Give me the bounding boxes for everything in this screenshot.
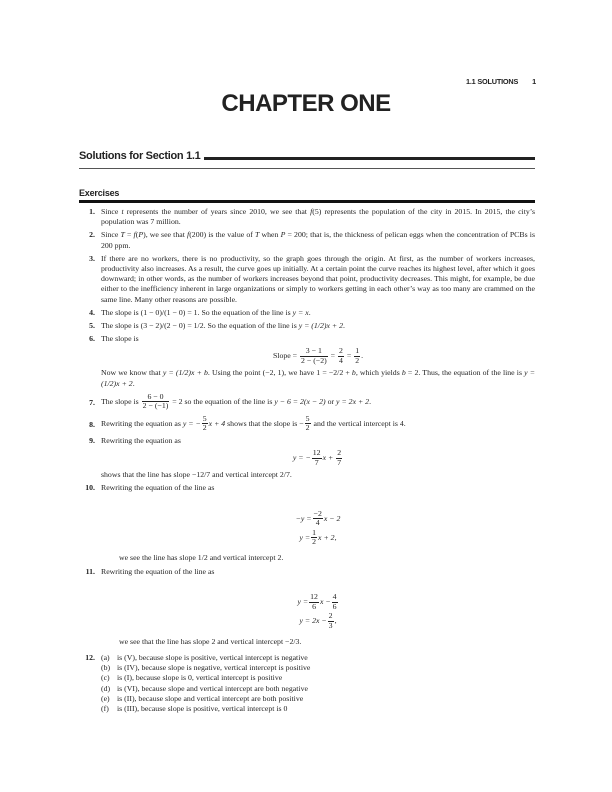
paragraph xyxy=(101,368,535,388)
text: when xyxy=(259,230,281,240)
solution-item-1 xyxy=(79,207,535,227)
text: is (VI), because slope and vertical intercept are both negative xyxy=(117,683,308,693)
math: x + xyxy=(322,452,336,462)
denominator: 2 − (−2) xyxy=(301,355,327,365)
text: shows that the line has slope −12/7 and vertical intercept 2/7. xyxy=(101,470,292,480)
fraction xyxy=(305,415,311,433)
fraction xyxy=(354,347,360,365)
math: y = 2x + 2 xyxy=(336,396,370,406)
slope-equation xyxy=(101,347,535,365)
denominator: 4 xyxy=(338,355,343,365)
fraction xyxy=(300,347,328,365)
solution-item-2 xyxy=(79,230,535,250)
numerator: 5 xyxy=(305,413,310,423)
numerator: 6 − 0 xyxy=(142,393,170,403)
math: x + 2, xyxy=(318,532,337,542)
item-number: 12. xyxy=(85,653,95,663)
numerator: 1 xyxy=(312,527,317,537)
sub-answer-list xyxy=(101,653,535,714)
subsection-title: Exercises xyxy=(79,188,120,198)
subsection-rule xyxy=(79,200,535,203)
denominator: 4 xyxy=(315,518,320,528)
item-number: 4. xyxy=(89,307,95,317)
math: y − 6 = 2(x − 2) xyxy=(274,396,326,406)
item-number: 3. xyxy=(89,253,95,263)
item-number: 2. xyxy=(89,230,95,240)
text: is (II), because slope and vertical intercept are both positive xyxy=(117,693,304,703)
sub-label: (e) xyxy=(101,693,110,703)
fraction xyxy=(313,510,323,528)
denominator: 6 xyxy=(312,601,316,611)
subsection-heading xyxy=(79,188,535,203)
denominator: 2 xyxy=(202,423,207,433)
math: t xyxy=(121,207,124,216)
math: b xyxy=(351,368,356,378)
text: , which yields xyxy=(355,368,402,378)
sub-answer xyxy=(101,663,535,673)
math: P xyxy=(138,230,144,240)
running-head xyxy=(400,77,536,86)
text: Rewriting the equation of the line as xyxy=(101,483,215,493)
math: b xyxy=(401,368,406,378)
equation-row xyxy=(299,528,336,547)
equation xyxy=(101,449,535,467)
fraction xyxy=(311,529,317,547)
sub-label: (d) xyxy=(101,683,111,693)
fraction xyxy=(332,593,338,611)
item-number: 6. xyxy=(89,334,95,344)
math: T xyxy=(255,230,260,240)
text: represents the number of years since 2010, we see that xyxy=(123,207,311,216)
math: y = xyxy=(297,597,309,607)
math: −y = xyxy=(295,513,312,523)
fraction xyxy=(309,593,319,611)
solution-item-4 xyxy=(79,308,535,318)
denominator: 2 − (−1) xyxy=(142,401,169,411)
text: is (V), because slope is positive, vertical intercept is negative xyxy=(117,653,308,663)
item-number: 9. xyxy=(89,435,95,445)
numerator: 2 xyxy=(338,346,343,356)
item-number: 11. xyxy=(85,566,95,576)
solutions-list xyxy=(79,207,535,717)
sub-answer xyxy=(101,704,535,714)
solution-item-5 xyxy=(79,321,535,331)
text: . xyxy=(132,378,135,388)
text: ), we see that xyxy=(143,230,188,240)
section-heading xyxy=(79,150,535,170)
denominator: 3 xyxy=(328,620,333,630)
fraction xyxy=(336,449,342,467)
text: ( xyxy=(135,230,139,240)
sub-answer xyxy=(101,684,535,694)
text: . Using the point (−2, 1), we have 1 = −2/2 + xyxy=(207,368,352,378)
text: . xyxy=(342,321,345,331)
text: we see that the line has slope 2 and vertical intercept −2/3. xyxy=(119,636,302,646)
math: x + 4 xyxy=(208,418,226,428)
solution-item-8 xyxy=(79,415,535,433)
math: f xyxy=(310,207,313,216)
solution-item-7 xyxy=(79,393,535,411)
text: The slope is (1 − 0)/(1 − 0) = 1. So the equation of the line is xyxy=(101,307,293,317)
text: we see the line has slope 1/2 and vertical intercept 2. xyxy=(119,553,284,563)
text: is (IV), because slope is negative, vertical intercept is positive xyxy=(117,663,311,673)
text: and the vertical intercept is 4. xyxy=(311,418,406,428)
math: f xyxy=(133,230,136,240)
numerator: 12 xyxy=(310,592,318,602)
page-number: 1 xyxy=(532,77,536,86)
text: Slope = xyxy=(272,351,299,361)
math: x − 2 xyxy=(323,513,341,523)
numerator: 4 xyxy=(332,592,337,602)
section-title: Solutions for Section 1.1 xyxy=(79,150,201,162)
math: y = 2x − xyxy=(299,616,327,626)
section-rule-thick xyxy=(204,157,535,160)
numerator: 1 xyxy=(355,346,360,356)
text: (5) represents the population of the city in 2015. In 2015, the city’s population was 7 million. xyxy=(101,207,535,227)
text: = 2 so the equation of the line is xyxy=(170,396,275,406)
numerator: 2 xyxy=(328,611,333,621)
section-rule-thin xyxy=(79,168,535,169)
numerator: −2 xyxy=(313,508,322,518)
fraction xyxy=(202,415,208,433)
equation-block xyxy=(101,509,535,547)
equation-row xyxy=(297,593,338,612)
sub-label: (b) xyxy=(101,663,111,673)
math: y = xyxy=(299,532,311,542)
solution-item-9 xyxy=(79,436,535,480)
text: shows that the slope is − xyxy=(225,418,304,428)
solution-item-3 xyxy=(79,254,535,305)
text: Rewriting the equation as xyxy=(101,435,181,445)
sub-answer xyxy=(101,694,535,704)
text: Since xyxy=(101,207,122,216)
text: . xyxy=(308,307,311,317)
item-number: 1. xyxy=(89,207,95,216)
text: The slope is (3 − 2)/(2 − 0) = 1/2. So the equation of the line is xyxy=(101,321,299,331)
text: or xyxy=(325,396,337,406)
text: If there are no workers, there is no productivity, so the graph goes through the origin. At first, as the number of workers increases, productivity also increases. As a result, the curve goes up initially. At a certain point the curve reaches its highest level, after which it goes downward; in other words, as the number of workers increases beyond that point, productivity decreases. This might, for example, be due either to the inefficiency inherent in large organizations or simply to workers getting in each other’s way as too many are crammed on the same line. Many other reasons are possible. xyxy=(101,253,535,304)
item-number: 10. xyxy=(85,483,95,493)
text: = 200; that is, the thickness of pelican eggs when the concentration of PCBs is 200 ppm. xyxy=(101,230,535,250)
sub-label: (a) xyxy=(101,653,110,663)
numerator: 3 − 1 xyxy=(300,347,328,357)
running-head-section: 1.1 SOLUTIONS xyxy=(466,77,519,86)
denominator: 6 xyxy=(332,601,337,611)
math: y = x xyxy=(292,307,309,317)
text: is (III), because slope is positive, vertical intercept is 0 xyxy=(117,704,288,714)
text: is (I), because slope is 0, vertical intercept is positive xyxy=(117,673,283,683)
equation-row xyxy=(299,612,336,631)
math: y = (1/2)x + 2 xyxy=(298,321,343,331)
text: = xyxy=(344,351,354,361)
denominator: 2 xyxy=(312,537,317,547)
text: = xyxy=(328,351,337,361)
solution-item-6 xyxy=(79,334,535,389)
math: T xyxy=(120,230,125,240)
text: (200) is the value of xyxy=(189,230,255,240)
text: Now we know that xyxy=(101,368,163,378)
math: y = − xyxy=(182,418,201,428)
fraction xyxy=(142,393,170,411)
solution-item-11 xyxy=(79,567,535,647)
item-number: 8. xyxy=(89,419,95,429)
text: = xyxy=(124,230,134,240)
text: = 2. Thus, the equation of the line is xyxy=(405,368,525,378)
fraction xyxy=(312,449,322,467)
math: y = (1/2)x + b xyxy=(162,368,208,378)
equation-row xyxy=(296,509,341,528)
item-number: 7. xyxy=(89,397,95,407)
denominator: 7 xyxy=(337,457,342,467)
denominator: 7 xyxy=(314,457,319,467)
math: x − xyxy=(319,597,331,607)
denominator: 2 xyxy=(305,423,310,433)
equation-block xyxy=(101,593,535,631)
solution-item-10 xyxy=(79,483,535,563)
math: y = − xyxy=(292,452,311,462)
text: Rewriting the equation of the line as xyxy=(101,566,215,576)
sub-label: (f) xyxy=(101,704,109,714)
text: Rewriting the equation as xyxy=(101,418,183,428)
text: , xyxy=(334,616,337,626)
text: . xyxy=(369,396,372,406)
denominator: 2 xyxy=(355,355,360,365)
math: f xyxy=(187,230,190,240)
numerator: 12 xyxy=(312,448,321,458)
item-number: 5. xyxy=(89,321,95,331)
text: The slope is xyxy=(101,334,139,344)
sub-answer xyxy=(101,673,535,683)
sub-label: (c) xyxy=(101,673,110,683)
text: The slope is xyxy=(101,396,141,406)
sub-answer xyxy=(101,653,535,663)
numerator: 5 xyxy=(202,413,207,423)
solution-item-12 xyxy=(79,653,535,714)
text: Since xyxy=(101,230,121,240)
math: P xyxy=(280,230,286,240)
fraction xyxy=(328,612,334,630)
fraction xyxy=(338,347,344,365)
numerator: 2 xyxy=(337,448,342,458)
chapter-title: CHAPTER ONE xyxy=(221,90,391,117)
math: y = (1/2)x + 2 xyxy=(101,368,536,388)
text: . xyxy=(361,351,364,361)
